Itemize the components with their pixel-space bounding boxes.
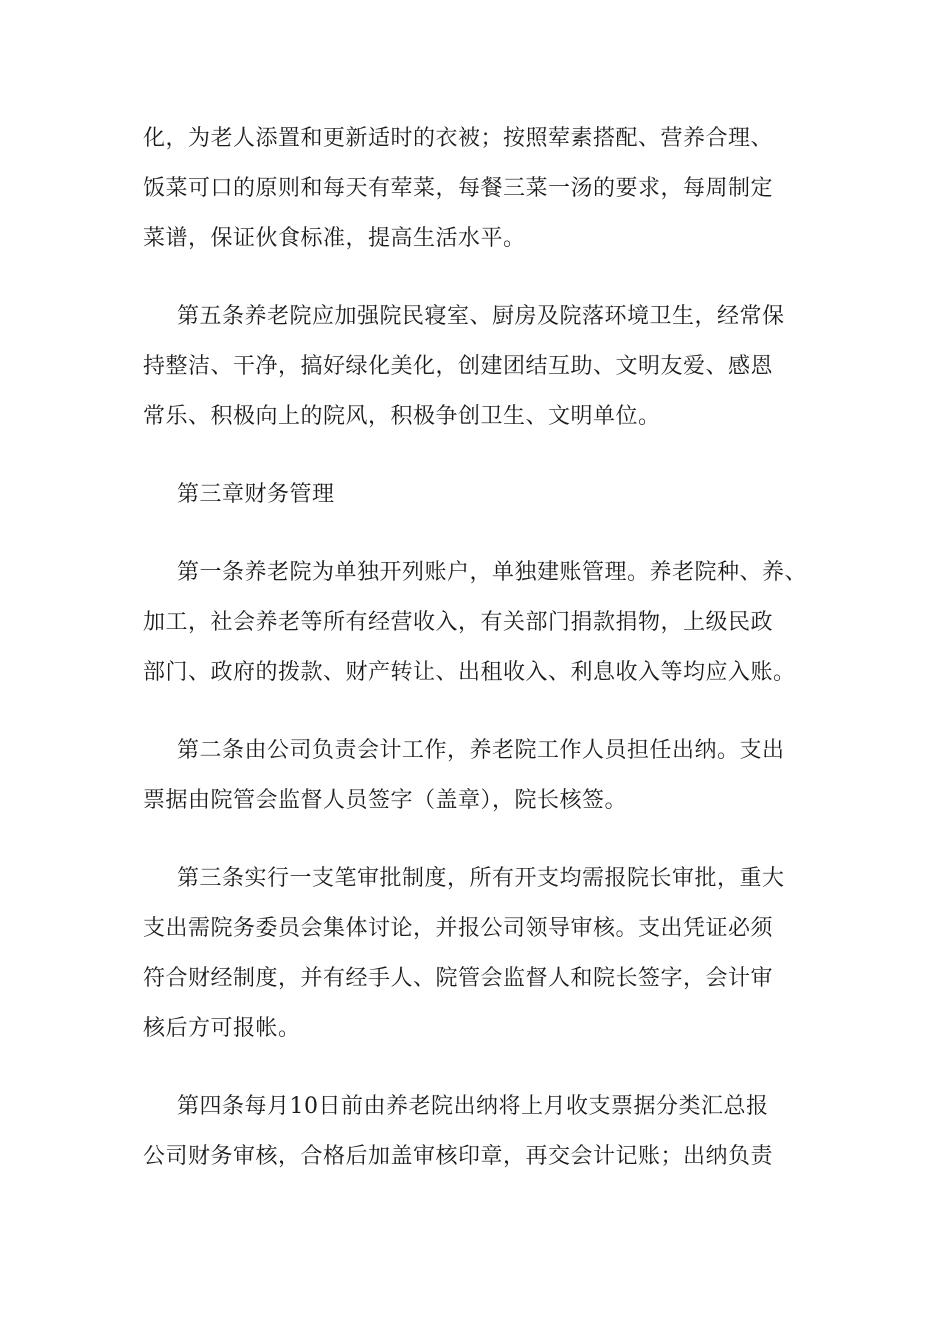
text-line: 加工，社会养老等所有经营收入，有关部门捐款捐物，上级民政 [143,610,774,635]
article-1-start: 第一条养老院为单独开列账户，单独建账管理。养老院种、养、 [177,560,808,585]
text-line: 符合财经制度，并有经手人、院管会监督人和院长签字，会计审 [143,966,774,991]
article-2-start: 第二条由公司负责会计工作，养老院工作人员担任出纳。支出 [177,738,785,763]
text-line: 常乐、积极向上的院风，积极争创卫生、文明单位。 [143,404,661,429]
text-line: 菜谱，保证伙食标准，提高生活水平。 [143,226,526,251]
article-5-start: 第五条养老院应加强院民寝室、厨房及院落环境卫生，经常保 [177,304,785,329]
text-line: 部门、政府的拨款、财产转让、出租收入、利息收入等均应入账。 [143,660,796,685]
text-line: 支出需院务委员会集体讨论，并报公司领导审核。支出凭证必须 [143,916,774,941]
text-line: 持整洁、干净，搞好绿化美化，创建团结互助、文明友爱、感恩 [143,354,774,379]
text-line: 化，为老人添置和更新适时的衣被；按照荤素搭配、营养合理、 [143,126,774,151]
article-4-start: 第四条每月10日前由养老院出纳将上月收支票据分类汇总报 [177,1094,769,1119]
text-line: 饭菜可口的原则和每天有荤菜，每餐三菜一汤的要求，每周制定 [143,176,774,201]
text-line: 票据由院管会监督人员签字（盖章），院长核签。 [143,788,628,813]
chapter-heading: 第三章财务管理 [177,482,335,507]
article-3-start: 第三条实行一支笔审批制度，所有开支均需报院长审批，重大 [177,866,785,891]
text-line: 公司财务审核，合格后加盖审核印章，再交会计记账；出纳负责 [143,1144,774,1169]
text-line: 核后方可报帐。 [143,1016,301,1041]
